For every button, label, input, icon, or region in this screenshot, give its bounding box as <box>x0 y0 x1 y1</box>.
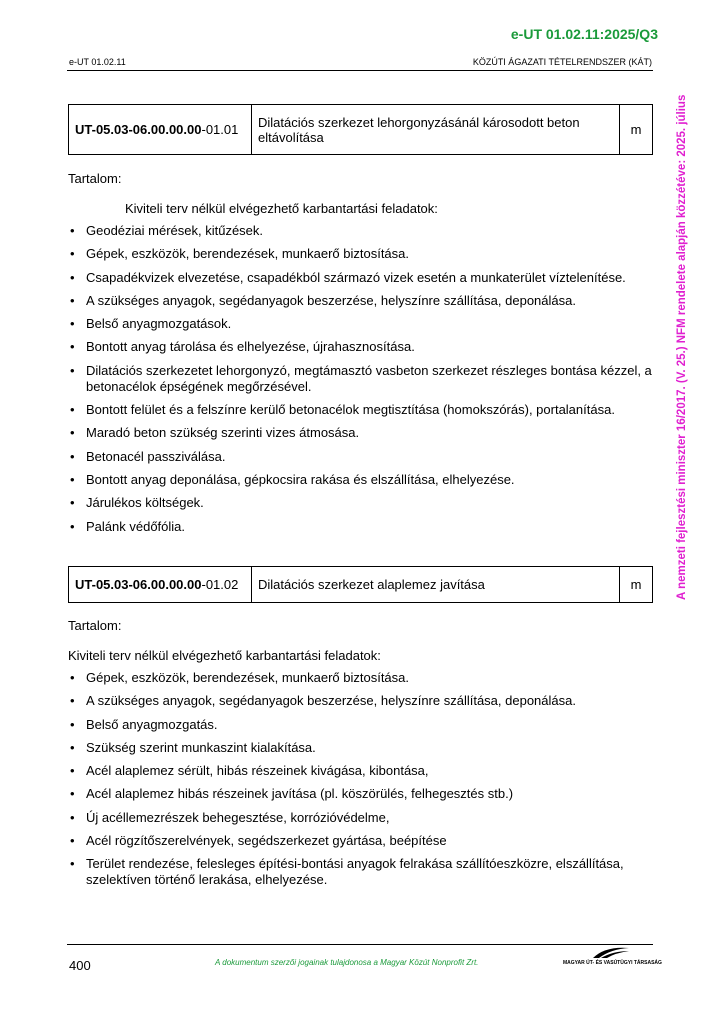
item-code-suffix: -01.02 <box>201 577 239 592</box>
list-item: • Acél alaplemez hibás részeinek javítása (pl. köszörülés, felhegesztés stb.) <box>68 786 658 802</box>
item-unit: m <box>620 567 653 603</box>
list-item: • Maradó beton szükség szerinti vizes átmosása. <box>68 425 658 441</box>
list-item: • Geodéziai mérések, kitűzések. <box>68 223 658 239</box>
list-item: • Járulékos költségek. <box>68 495 658 511</box>
task-list-1 <box>68 223 658 542</box>
list-item: • Bontott felület és a felszínre kerülő betonacélok megtisztítása (homokszórás), portalanítása. <box>68 402 658 418</box>
footer-divider <box>67 944 653 945</box>
content-label: Tartalom: <box>68 171 122 186</box>
task-list-2 <box>68 670 658 896</box>
header-left-text: e-UT 01.02.11 <box>69 57 126 67</box>
page-number: 400 <box>69 958 91 973</box>
item-code <box>69 105 252 155</box>
list-item: • Acél alaplemez sérült, hibás részeinek kivágása, kibontása, <box>68 763 658 779</box>
copyright-notice: A dokumentum szerzői jogainak tulajdonosa a Magyar Közút Nonprofit Zrt. <box>215 958 479 967</box>
list-item: • Új acéllemezrészek behegesztése, korrózióvédelme, <box>68 810 658 826</box>
header-right-text: KÖZÚTI ÁGAZATI TÉTELRENDSZER (KÁT) <box>472 57 652 67</box>
list-item: • Betonacél passziválása. <box>68 449 658 465</box>
item-unit: m <box>620 105 653 155</box>
item-description: Dilatációs szerkezet alaplemez javítása <box>252 567 620 603</box>
item-table-1 <box>68 104 653 155</box>
list-item: • Bontott anyag tárolása és elhelyezése, újrahasznosítása. <box>68 339 658 355</box>
task-intro: Kiviteli terv nélkül elvégezhető karbantartási feladatok: <box>125 201 438 216</box>
list-item: • Belső anyagmozgatás. <box>68 717 658 733</box>
item-code-main: UT-05.03-06.00.00.00 <box>75 122 202 137</box>
list-item: • A szükséges anyagok, segédanyagok beszerzése, helyszínre szállítása, deponálása. <box>68 293 658 309</box>
list-item: • Gépek, eszközök, berendezések, munkaerő biztosítása. <box>68 246 658 262</box>
road-swoosh-icon <box>591 946 631 960</box>
list-item: • Csapadékvizek elvezetése, csapadékból származó vizek esetén a munkaterület víztelenítése. <box>68 270 658 286</box>
item-description: Dilatációs szerkezet lehorgonyzásánál károsodott beton eltávolítása <box>252 105 620 155</box>
list-item: • Gépek, eszközök, berendezések, munkaerő biztosítása. <box>68 670 658 686</box>
list-item: • Acél rögzítőszerelvények, segédszerkezet gyártása, beépítése <box>68 833 658 849</box>
list-item: • Bontott anyag deponálása, gépkocsira rakása és elszállítása, elhelyezése. <box>68 472 658 488</box>
item-code <box>69 567 252 603</box>
logo-text: MAGYAR ÚT- ÉS VASÚTÜGYI TÁRSASÁG <box>563 960 662 966</box>
list-item: • Palánk védőfólia. <box>68 519 658 535</box>
list-item: • Terület rendezése, felesleges építési-bontási anyagok felrakása szállítóeszközre, elszállítása, szelektíven történő lerakása, elhelyezése. <box>68 856 658 888</box>
publication-side-note: A nemzeti fejlesztési miniszter 16/2017. (V. 25.) NFM rendelete alapján közzétéve: 2025. július <box>676 95 688 601</box>
list-item: • Szükség szerint munkaszint kialakítása. <box>68 740 658 756</box>
list-item: • Belső anyagmozgatások. <box>68 316 658 332</box>
task-intro: Kiviteli terv nélkül elvégezhető karbantartási feladatok: <box>68 648 381 663</box>
document-code: e-UT 01.02.11:2025/Q3 <box>510 26 658 42</box>
item-table-2 <box>68 566 653 603</box>
organization-logo <box>563 946 662 968</box>
header-divider <box>67 70 653 71</box>
content-label: Tartalom: <box>68 618 122 633</box>
list-item: • A szükséges anyagok, segédanyagok beszerzése, helyszínre szállítása, deponálása. <box>68 693 658 709</box>
item-code-suffix: -01.01 <box>201 122 239 137</box>
item-code-main: UT-05.03-06.00.00.00 <box>75 577 202 592</box>
list-item: • Dilatációs szerkezetet lehorgonyzó, megtámasztó vasbeton szerkezet részleges bontása kézzel, a betonacélok épségének megőrzésével. <box>68 363 658 395</box>
